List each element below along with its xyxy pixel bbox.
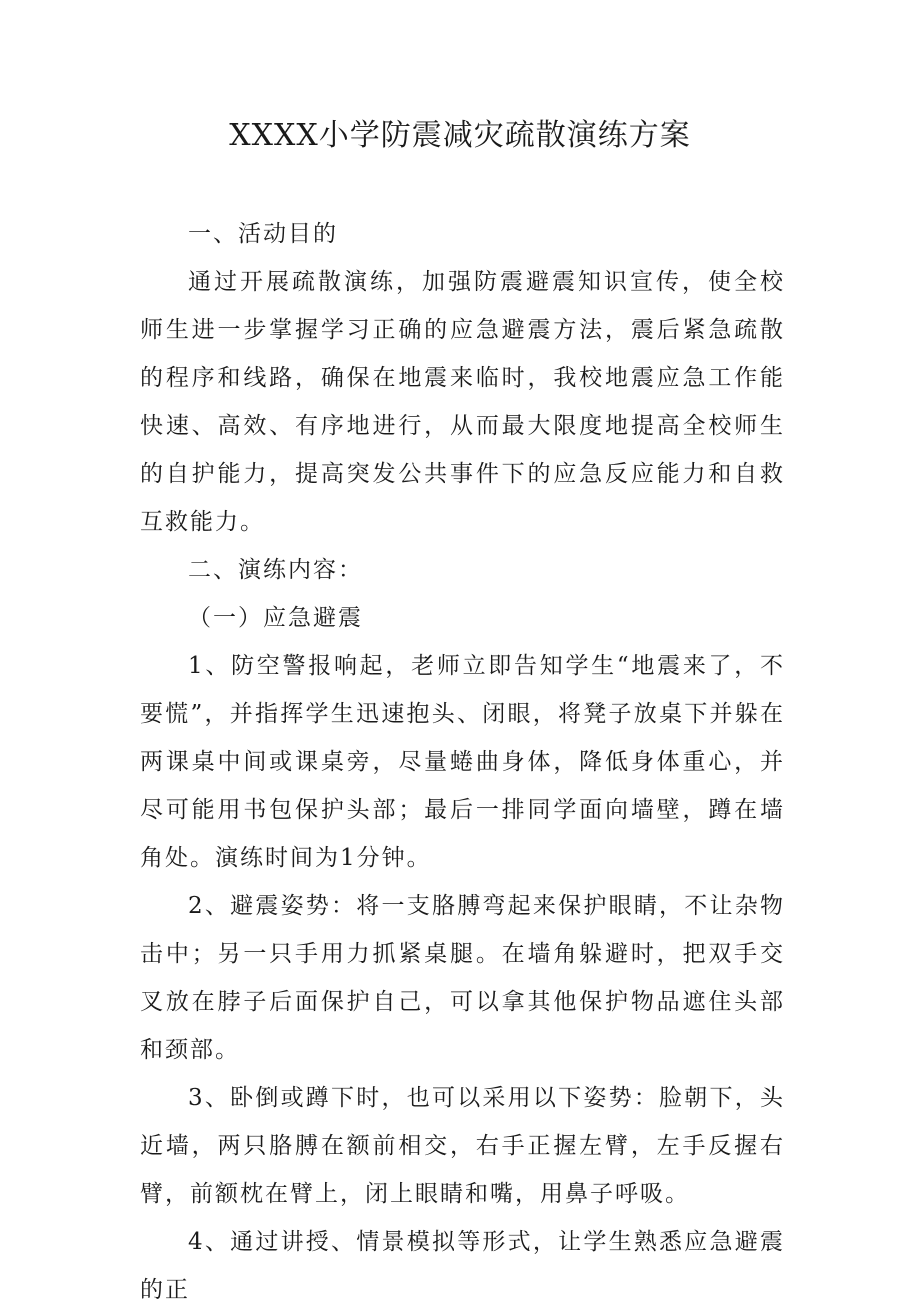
content-item-1: 1、防空警报响起，老师立即告知学生“地震来了，不要慌”，并指挥学生迅速抱头、闭眼，将凳子放桌下并躲在两课桌中间或课桌旁，尽量蜷曲身体，降低身体重心，并尽可能用书包保护头部；最后一排同学面向墙壁，蹲在墙角处。演练时间为1分钟。	[140, 653, 785, 871]
content-item-4: 4、通过讲授、情景模拟等形式，让学生熟悉应急避震的正	[140, 1229, 785, 1303]
section-heading-content: 二、演练内容：	[188, 557, 363, 583]
content-item-2: 2、避震姿势：将一支胳膊弯起来保护眼睛，不让杂物击中；另一只手用力抓紧桌腿。在墙角躲避时，把双手交叉放在脖子后面保护自己，可以拿其他保护物品遮住头部和颈部。	[140, 893, 785, 1063]
section-heading-purpose: 一、活动目的	[188, 221, 338, 247]
content-item-3: 3、卧倒或蹲下时，也可以采用以下姿势：脸朝下，头近墙，两只胳膊在额前相交，右手正握左臂，左手反握右臂，前额枕在臂上，闭上眼睛和嘴，用鼻子呼吸。	[140, 1085, 785, 1207]
document-title: XXXX小学防震减灾疏散演练方案	[229, 118, 691, 153]
purpose-paragraph: 通过开展疏散演练，加强防震避震知识宣传，使全校师生进一步掌握学习正确的应急避震方法，震后紧急疏散的程序和线路，确保在地震来临时，我校地震应急工作能快速、高效、有序地进行，从而最大限度地提高全校师生的自护能力，提高突发公共事件下的应急反应能力和自救互救能力。	[140, 269, 785, 535]
subsection-heading-emergency-shelter: （一）应急避震	[188, 605, 363, 631]
document-body	[140, 210, 785, 1314]
